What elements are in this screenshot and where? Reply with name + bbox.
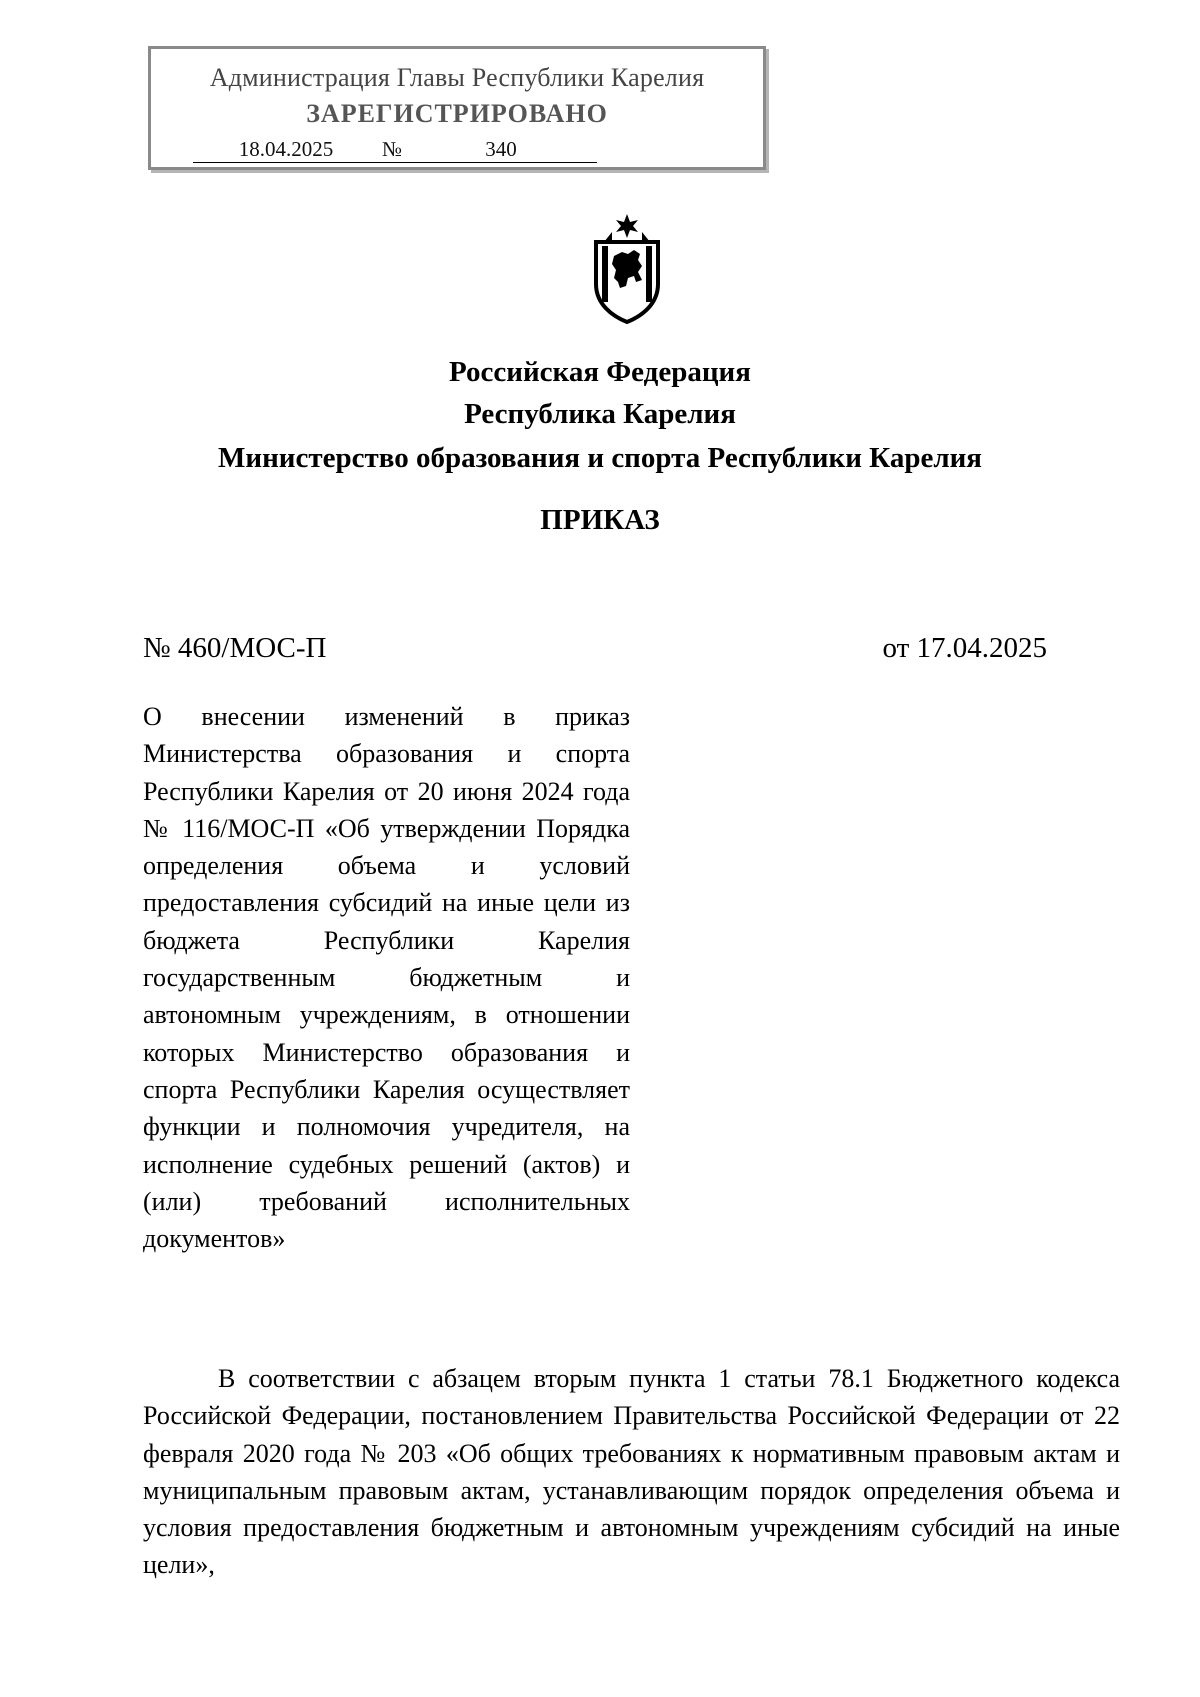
header-ministry: Министерство образования и спорта Республики Карелия	[218, 442, 982, 474]
emblem-star	[616, 214, 638, 238]
document-type: ПРИКАЗ	[540, 504, 660, 536]
order-subject: О внесении изменений в приказ Министерства образования и спорта Республики Карелия от 20 июня 2024 года № 116/МОС-П «Об утверждении Порядка определения объема и условий предоставления субсидий на иные цели из бюджета Республики Карелия государственным бюджетным и автономным учреждениям, в отношении которых Министерство образования и спорта Республики Карелия осуществляет функции и полномочия учредителя, на исполнение судебных решений (актов) и (или) требований исполнительных документов»	[143, 702, 630, 1254]
karelia-coat-of-arms-icon	[582, 212, 672, 324]
stamp-number: 340	[405, 137, 597, 163]
header-country: Российская Федерация	[449, 356, 751, 388]
stamp-organization: Администрация Главы Республики Карелия	[209, 63, 705, 92]
order-date: от 17.04.2025	[882, 632, 1047, 664]
body-paragraph: В соответствии с абзацем вторым пункта 1 статьи 78.1 Бюджетного кодекса Российской Федерации, постановлением Правительства Российской Федерации от 22 февраля 2020 года № 203 «Об общих требованиях к нормативным правовым актам и муниципальным правовым актам, устанавливающим порядок определения объема и условия предоставления бюджетным и автономным учреждениям субсидий на иные цели»,	[143, 1364, 1120, 1580]
stamp-date: 18.04.2025	[193, 137, 379, 163]
order-number: № 460/МОС-П	[143, 632, 327, 664]
stamp-number-label: №	[379, 137, 405, 163]
header-region: Республика Карелия	[464, 398, 736, 430]
registration-stamp	[148, 46, 766, 170]
stamp-registration-line	[193, 137, 597, 163]
stamp-status: ЗАРЕГИСТРИРОВАНО	[306, 99, 608, 128]
